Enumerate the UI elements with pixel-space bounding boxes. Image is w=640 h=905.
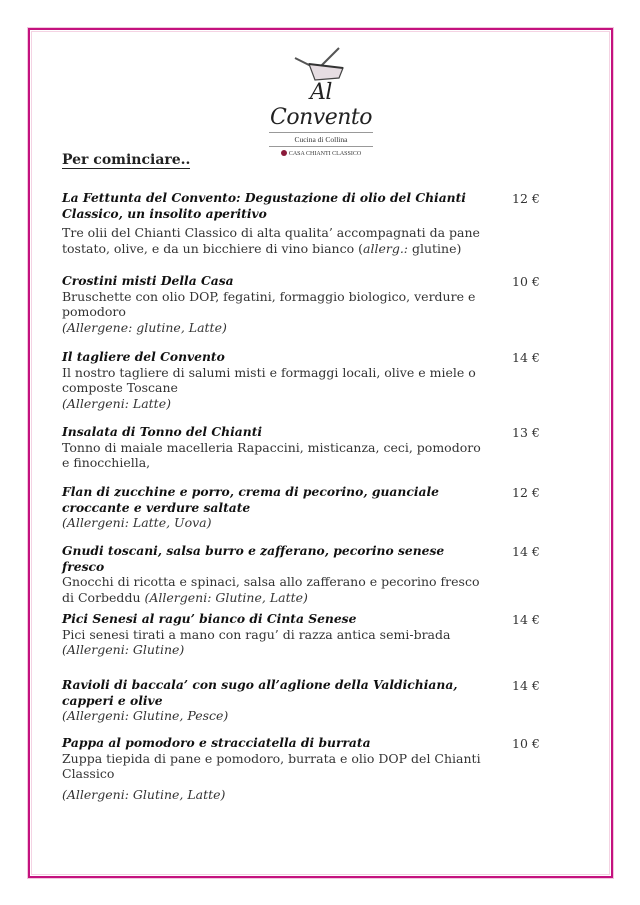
logo-badge: CASA CHIANTI CLASSICO	[265, 150, 377, 157]
menu-item: Il tagliere del Convento Il nostro tagliere di salumi misti e formaggi locali, olive e miele o composte Toscane (Allergeni: Latte)	[62, 349, 476, 411]
price: 14 €	[512, 678, 540, 693]
price: 10 €	[512, 736, 540, 751]
logo-name: Al Convento	[270, 80, 372, 130]
price: 13 €	[512, 425, 540, 440]
price: 12 €	[512, 191, 540, 206]
rooster-icon	[281, 150, 287, 156]
menu-item: Flan di zucchine e porro, crema di pecorino, guanciale croccante e verdure saltate (Allergeni: Latte, Uova)	[62, 484, 439, 530]
price: 10 €	[512, 274, 540, 289]
menu-item: Gnudi toscani, salsa burro e zafferano, pecorino senese fresco Gnocchi di ricotta e spinaci, salsa allo zafferano e pecorino fresco di Corbeddu (Allergeni: Glutine, Latte)	[62, 543, 480, 605]
menu-item: Ravioli di baccala’ con sugo all’aglione della Valdichiana, capperi e olive (Allergeni: Glutine, Pesce)	[62, 677, 458, 723]
section-title: Per cominciare..	[62, 152, 191, 168]
menu-item: Pici Senesi al ragu’ bianco di Cinta Senese Pici senesi tirati a mano con ragu’ di razza antica semi-brada (Allergeni: Glutine)	[62, 611, 451, 657]
restaurant-logo	[265, 46, 377, 157]
pan-icon	[281, 46, 361, 84]
price: 12 €	[512, 485, 540, 500]
price: 14 €	[512, 350, 540, 365]
menu-item: Pappa al pomodoro e stracciatella di burrata Zuppa tiepida di pane e pomodoro, burrata e olio DOP del Chianti Classico (Allergeni: Glutine, Latte)	[62, 735, 481, 802]
menu-item: La Fettunta del Convento: Degustazione di olio del Chianti Classico, un insolito aperitivo Tre olii del Chianti Classico di alta qualita’ accompagnati da pane tostato, olive, e da un bicchiere di vino bianco (allerg.: glutine)	[62, 190, 480, 256]
price: 14 €	[512, 612, 540, 627]
logo-subtitle: Cucina di Collina	[294, 135, 348, 144]
menu-item: Insalata di Tonno del Chianti Tonno di maiale macelleria Rapaccini, misticanza, ceci, pomodoro e finocchiella,	[62, 424, 481, 470]
menu-item: Crostini misti Della Casa Bruschette con olio DOP, fegatini, formaggio biologico, verdure e pomodoro (Allergene: glutine, Latte)	[62, 273, 476, 335]
price: 14 €	[512, 544, 540, 559]
